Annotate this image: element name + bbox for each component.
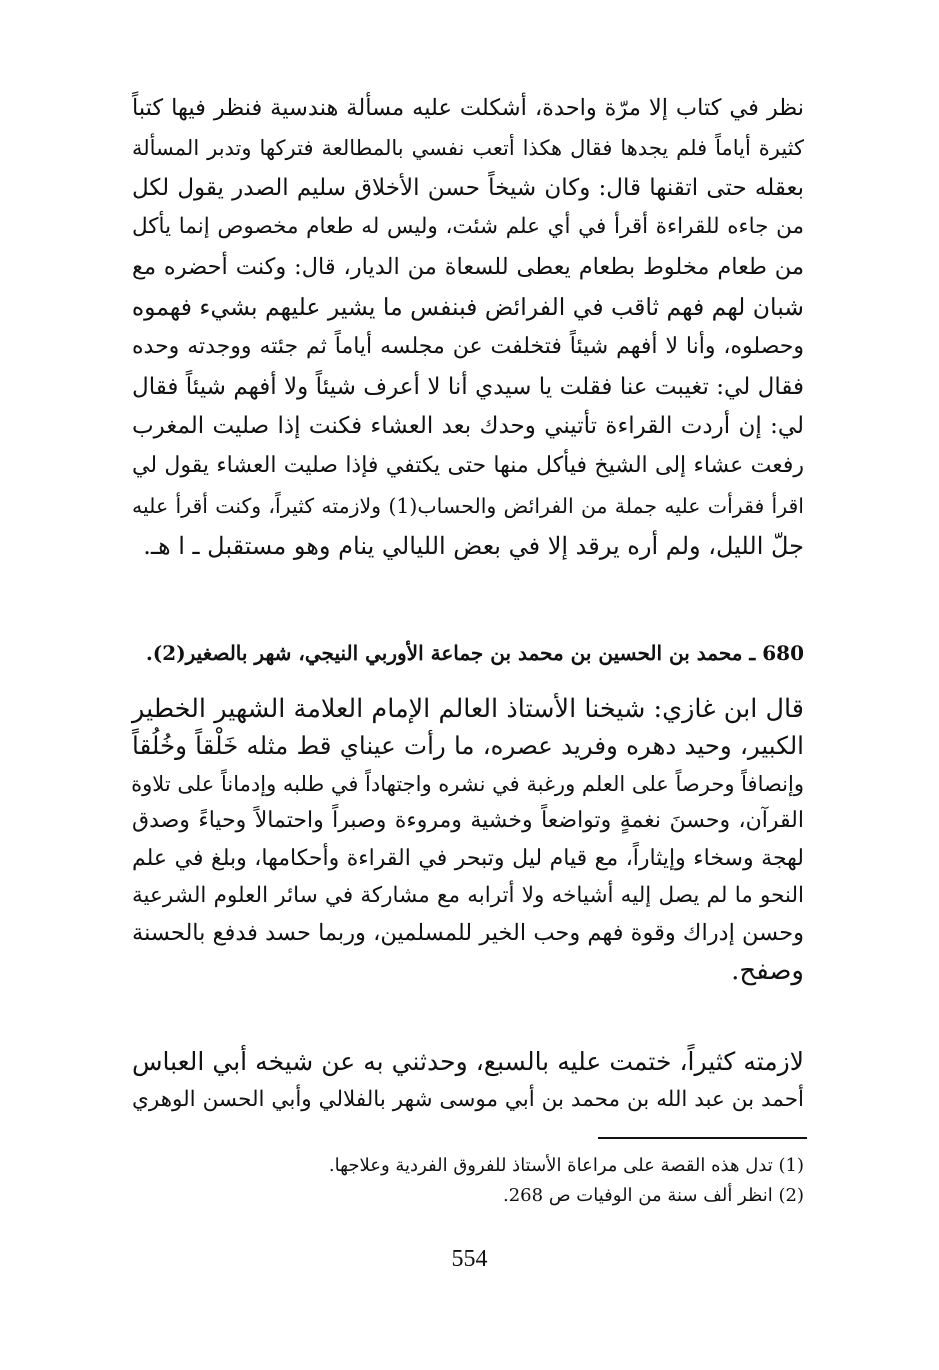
- text-line: اقرأ فقرأت عليه جملة من الفرائض والحساب(1) ولازمته كثيراً، وكنت أقرأ عليه: [132, 494, 805, 518]
- text-line: رفعت عشاء إلى الشيخ فيأكل منها حتى يكتفي فإذا صليت العشاء يقول لي: [132, 453, 804, 479]
- text-line: جلّ الليل، ولم أره يرقد إلا في بعض الليالي ينام وهو مستقبل ـ ا هـ.: [143, 531, 804, 560]
- text-line: بعقله حتى اتقنها قال: وكان شيخاً حسن الأخلاق سليم الصدر يقول لكل: [132, 174, 804, 201]
- text-line: أحمد بن عبد الله بن محمد بن أبي موسى شهر بالفلالي وأبي الحسن الوهري: [132, 1087, 804, 1112]
- footnote: (1) تدل هذه القصة على مراعاة الأستاذ للفروق الفردية وعلاجها.: [328, 1155, 804, 1176]
- text-line: فقال لي: تغيبت عنا فقلت يا سيدي أنا لا أعرف شيئاً ولا أفهم شيئاً فقال: [132, 373, 804, 400]
- text-line: وصفح.: [731, 955, 804, 986]
- text-line: وإنصافاً وحرصاً على العلم ورغبة في نشره واجتهاداً في طلبه وإدماناً على تلاوة: [131, 771, 804, 796]
- page-number: 554: [451, 1246, 488, 1272]
- text-line: نظر في كتاب إلا مرّة واحدة، أشكلت عليه مسألة هندسية فنظر فيها كتباً: [132, 95, 804, 121]
- text-line: من طعام مخلوط بطعام يعطى للسعاة من الديار، قال: وكنت أحضره مع: [132, 254, 804, 281]
- text-line: كثيرة أياماً فلم يجدها فقال هكذا أتعب نفسي بالمطالعة فتركها وتدبر المسألة: [132, 135, 804, 160]
- text-line: وحصلوه، وأنا لا أفهم شيئاً فتخلفت عن مجلسه أياماً ثم جئته ووجدته وحده: [132, 333, 804, 359]
- text-line: الكبير، وحيد دهره وفريد عصره، ما رأت عيناي قط مثله خَلْقاً وخُلُقاً: [132, 731, 804, 761]
- footnote: (2) انظر ألف سنة من الوفيات ص 268.: [503, 1185, 804, 1206]
- entry-heading: 680 ـ محمد بن الحسين بن محمد بن جماعة الأوربي النيجي، شهر بالصغير(2).: [145, 641, 804, 665]
- text-line: لي: إن أردت القراءة تأتيني وحدك بعد العشاء فكنت إذا صليت المغرب: [132, 413, 804, 440]
- text-line: من جاءه للقراءة أقرأ في أي علم شئت، وليس له طعام مخصوص إنما يأكل: [132, 214, 804, 240]
- text-line: القرآن، وحسنَ نغمةٍ وتواضعاً وخشية ومروءة وصبراً واحتمالاً وحياءً وصدق: [132, 808, 804, 834]
- footnote-divider: [598, 1137, 807, 1139]
- text-line: شبان لهم فهم ثاقب في الفرائض فبنفس ما يشير عليهم بشيء فهموه: [131, 293, 804, 321]
- text-line: النحو ما لم يصل إليه أشياخه ولا أترابه مع مشاركة في سائر العلوم الشرعية: [132, 883, 804, 908]
- text-line: قال ابن غازي: شيخنا الأستاذ العالم الإمام العلامة الشهير الخطير: [132, 694, 804, 724]
- text-line: لازمته كثيراً، ختمت عليه بالسبع، وحدثني به عن شيخه أبي العباس: [132, 1047, 804, 1076]
- text-line: لهجة وسخاء وإيثاراً، مع قيام ليل وتبحر في القراءة وأحكامها، وبلغ في علم: [132, 845, 804, 871]
- text-line: وحسن إدراك وقوة فهم وحب الخير للمسلمين، وربما حسد فدفع بالحسنة: [132, 920, 804, 947]
